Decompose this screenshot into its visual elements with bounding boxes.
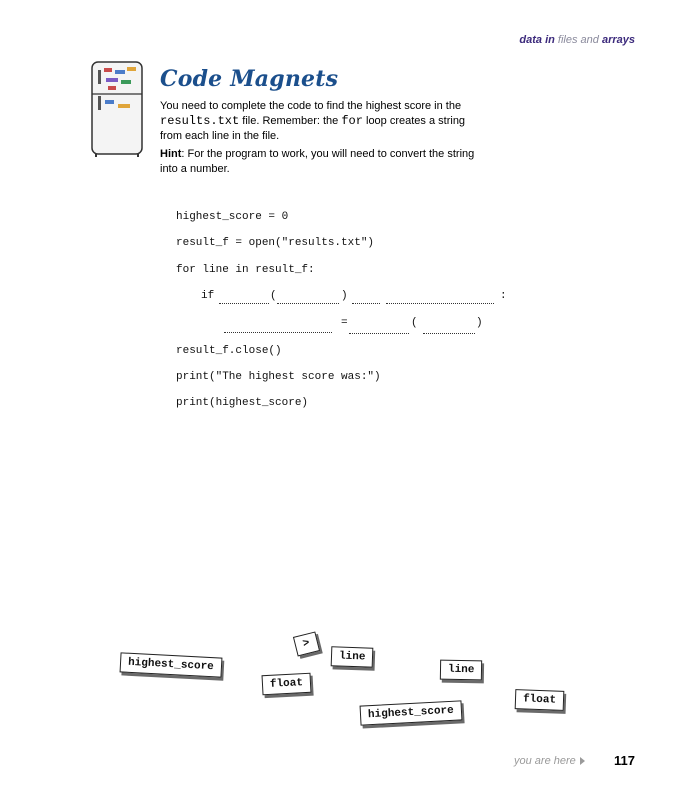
code-if-keyword: if	[201, 290, 215, 302]
blank-slot-7[interactable]	[423, 333, 475, 334]
running-head-part2: files	[557, 34, 578, 46]
blank-slot-5[interactable]	[224, 332, 332, 333]
blank-slot-2[interactable]	[277, 303, 339, 304]
blank-slot-3[interactable]	[352, 303, 380, 304]
hint-label: Hint	[160, 148, 182, 160]
hint-text: : For the program to work, you will need to convert the string into a number.	[160, 148, 475, 175]
intro-text-1: You need to complete the code to find the highest score in the	[160, 100, 462, 112]
fridge-with-magnets-icon	[90, 60, 144, 158]
code-open-paren-2: (	[411, 317, 418, 329]
page-title: Code Magnets	[160, 66, 339, 92]
intro-code-filename: results.txt	[160, 114, 240, 128]
running-head-part4: arrays	[601, 34, 635, 46]
code-line-8: print(highest_score)	[176, 397, 309, 409]
code-line-7: print("The highest score was:")	[176, 371, 381, 383]
code-line-2: result_f = open("results.txt")	[176, 237, 375, 249]
code-line-3: for line in result_f:	[176, 264, 315, 276]
blank-slot-4[interactable]	[386, 303, 494, 304]
intro-text-3: loop creates a string from each line in the file.	[160, 115, 466, 142]
you-are-here-label: you are here	[514, 755, 576, 767]
intro-code-for: for	[341, 114, 363, 128]
intro-paragraph	[160, 99, 490, 144]
magnet-line-2[interactable]: line	[440, 660, 483, 681]
blank-slot-6[interactable]	[349, 333, 409, 334]
code-equals: =	[341, 317, 348, 329]
code-close-paren-1: )	[341, 290, 348, 302]
blank-slot-1[interactable]	[219, 303, 269, 304]
magnet-highest-score-2[interactable]: highest_score	[360, 700, 463, 725]
running-head-part3: and	[580, 34, 599, 46]
intro-text-2: file. Remember: the	[242, 115, 339, 127]
hint-paragraph	[160, 147, 490, 177]
magnet-line-1[interactable]: line	[331, 646, 374, 667]
running-head-part1: data in	[519, 34, 555, 46]
magnet-greater-than[interactable]: >	[293, 632, 320, 657]
code-line-1: highest_score = 0	[176, 211, 289, 223]
code-colon: :	[500, 290, 507, 302]
running-head	[519, 34, 635, 46]
code-line-6: result_f.close()	[176, 345, 282, 357]
code-close-paren-2: )	[476, 317, 483, 329]
magnet-float-2[interactable]: float	[515, 689, 565, 711]
magnet-float-1[interactable]: float	[262, 673, 312, 696]
page-number: 117	[614, 753, 635, 768]
magnet-highest-score-1[interactable]: highest_score	[120, 652, 223, 677]
triangle-right-icon	[580, 757, 585, 765]
code-open-paren-1: (	[270, 290, 277, 302]
